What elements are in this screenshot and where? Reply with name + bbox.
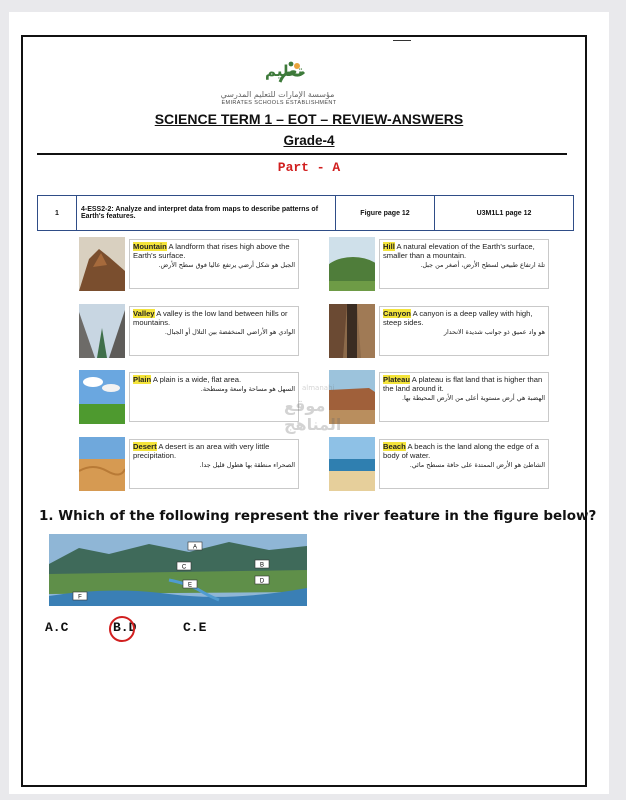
definition-text-ar: تلة ارتفاع طبيعي لسطح الأرض، أصغر من جبل.	[420, 261, 545, 269]
definition-text-ar: الصحراء منطقة بها هطول قليل جدا.	[199, 461, 295, 469]
term-label: Mountain	[133, 242, 167, 251]
figure-label-c	[177, 562, 191, 571]
figure-label-f	[73, 592, 87, 601]
svg-text:C: C	[181, 564, 187, 571]
table-row	[38, 196, 574, 231]
definition-text: A plateau is flat land that is higher than the land around it.	[383, 375, 543, 393]
definition-box	[379, 306, 549, 356]
term-label: Hill	[383, 242, 395, 251]
logo-subtitle-ar: مؤسسة الإمارات للتعليم المدرسي	[220, 90, 335, 99]
definition-box	[379, 372, 549, 422]
landform-card-beach	[329, 437, 549, 493]
standard-table	[37, 195, 574, 231]
landform-card-plain	[79, 370, 299, 426]
figure-label-b	[255, 560, 269, 569]
landform-card-valley	[79, 304, 299, 360]
term-label: Canyon	[383, 309, 411, 318]
logo-text: تعليم	[265, 62, 304, 80]
logo-subtitle-en: EMIRATES SCHOOLS ESTABLISHMENT	[221, 100, 337, 106]
definition-text-ar: الجبل هو شكل أرضي يرتفع عاليا فوق سطح الأرض.	[158, 261, 295, 269]
definition-text-ar: السهل هو مساحة واسعة ومسطحة.	[200, 385, 295, 393]
page-title: SCIENCE TERM 1 – EOT – REVIEW-ANSWERS	[154, 111, 464, 127]
svg-text:F: F	[78, 594, 82, 601]
definition-text-ar: الشاطئ هو الأرض الممتدة على حافة مسطح مائي.	[409, 461, 545, 469]
definition-text-ar: الوادي هو الأراضي المنخفضة بين التلال أو الجبال.	[164, 328, 295, 336]
svg-text:E: E	[187, 582, 193, 589]
term-label: Beach	[383, 442, 406, 451]
svg-text:B: B	[259, 562, 265, 569]
answer-option-c[interactable]: C.E	[183, 620, 207, 635]
definition-text: A landform that rises high above the Earth's surface.	[133, 242, 290, 260]
landform-card-mountain	[79, 237, 299, 293]
definition-text: A natural elevation of the Earth's surface, smaller than a mountain.	[383, 242, 535, 260]
worksheet-page	[9, 12, 609, 794]
definition-box	[129, 439, 299, 489]
definition-text: A plain is a wide, flat area.	[152, 375, 242, 384]
term-label: Plain	[133, 375, 152, 384]
selected-answer-circle	[109, 616, 135, 642]
definition-box	[379, 439, 549, 489]
figure-label-d	[255, 576, 269, 585]
watermark: almanahj موقع المناهج	[284, 384, 342, 434]
lesson-reference: U3M1L1 page 12	[435, 196, 574, 231]
standard-number: 1	[38, 196, 77, 231]
definition-text: A valley is the low land between hills or mountains.	[133, 309, 288, 327]
valley-photo	[79, 304, 125, 358]
standard-description: 4-ESS2-2: Analyze and interpret data from maps to describe patterns of Earth's features.	[77, 196, 336, 231]
question-text: 1. Which of the following represent the river feature in the figure below?	[39, 508, 597, 524]
term-label: Desert	[133, 442, 157, 451]
figure-reference: Figure page 12	[336, 196, 435, 231]
term-label: Plateau	[383, 375, 411, 384]
figure-label-a	[188, 542, 202, 551]
svg-text:A: A	[192, 544, 198, 551]
plain-photo	[79, 370, 125, 424]
definition-box	[379, 239, 549, 289]
part-heading: Part - A	[277, 160, 341, 175]
svg-text:D: D	[259, 578, 265, 585]
definition-text: A canyon is a deep valley with high, steep sides.	[383, 309, 533, 327]
grade-label: Grade-4	[283, 133, 335, 148]
answer-option-a[interactable]: A.C	[45, 620, 69, 635]
scan-mark	[393, 40, 411, 41]
desert-photo	[79, 437, 125, 491]
figure-label-e	[183, 580, 197, 589]
definition-text-ar: الهضبة هي أرض مستوية أعلى من الأرض المحيطة بها.	[401, 394, 545, 402]
definition-text: A desert is an area with very little precipitation.	[133, 442, 270, 460]
mountain-photo	[79, 237, 125, 291]
answer-option-b[interactable]: B.D	[113, 620, 137, 635]
definition-text: A beach is the land along the edge of a body of water.	[383, 442, 539, 460]
term-label: Valley	[133, 309, 155, 318]
definition-text-ar: هو واد عميق ذو جوانب شديدة الانحدار	[443, 328, 545, 336]
divider	[37, 153, 567, 155]
landform-card-hill	[329, 237, 549, 293]
definition-box	[129, 306, 299, 356]
hill-photo	[329, 237, 375, 291]
landform-card-desert	[79, 437, 299, 493]
landform-card-canyon	[329, 304, 549, 360]
canyon-photo	[329, 304, 375, 358]
beach-photo	[329, 437, 375, 491]
river-landscape-figure	[49, 534, 307, 606]
definition-box	[129, 239, 299, 289]
